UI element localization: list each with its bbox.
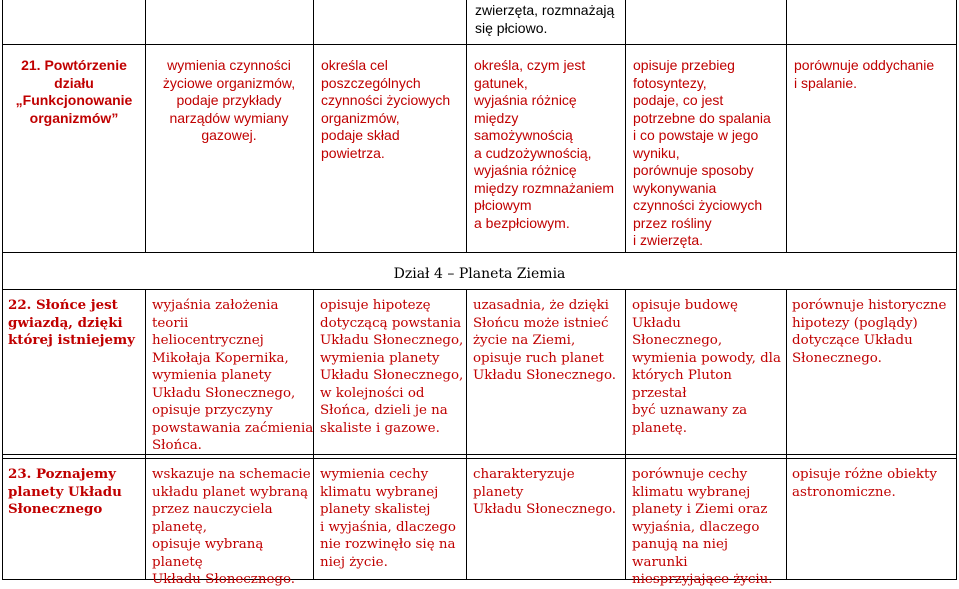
- table-cell: zwierzęta, rozmnażają się płciowo.: [475, 2, 615, 36]
- table-column-divider: [786, 289, 787, 580]
- lesson-topic: 22. Słońce jest gwiazdą, dzięki której istniejemy: [8, 297, 135, 348]
- table-cell: charakteryzuje planety Układu Słonecznego.: [473, 467, 617, 517]
- table-cell: określa cel poszczególnych czynności życiowych organizmów, podaje skład powietrza.: [321, 57, 451, 161]
- table-row-divider: [2, 289, 957, 290]
- table-border-bottom: [2, 579, 957, 580]
- table-cell: wymienia cechy klimatu wybranej planety skalistej i wyjaśnia, dlaczego nie rozwinęło się na niej życie.: [320, 467, 456, 570]
- table-border-right: [956, 0, 957, 580]
- table-row-divider: [2, 454, 957, 455]
- table-cell: opisuje różne obiekty astronomiczne.: [792, 467, 937, 500]
- table-column-divider: [466, 289, 467, 580]
- table-cell: porównuje cechy klimatu wybranej planety i Ziemi oraz wyjaśnia, dlaczego panują na niej warunki niesprzyjające życiu.: [632, 467, 773, 587]
- table-column-divider: [313, 0, 314, 252]
- table-cell: wymienia czynności życiowe organizmów, podaje przykłady narządów wymiany gazowej.: [162, 57, 296, 143]
- table-cell: uzasadnia, że dzięki Słońcu może istnieć życie na Ziemi, opisuje ruch planet Układu Słonecznego.: [473, 298, 617, 383]
- table-column-divider: [466, 0, 467, 252]
- table-cell: wskazuje na schemacie układu planet wybraną przez nauczyciela planetę, opisuje wybraną planetę Układu Słonecznego.: [152, 467, 311, 587]
- table-column-divider: [786, 0, 787, 252]
- table-cell: porównuje historyczne hipotezy (poglądy) dotyczące Układu Słonecznego.: [792, 298, 947, 366]
- table-cell: określa, czym jest gatunek, wyjaśnia różnicę między samożywnością a cudzożywnością, wyjaśnia różnicę między rozmnażaniem płciowym a bezpłciowym.: [474, 57, 615, 231]
- section-heading: Dział 4 – Planeta Ziemia: [393, 266, 566, 282]
- table-cell: porównuje oddychanie i spalanie.: [794, 57, 935, 91]
- table-cell: opisuje budowę Układu Słonecznego, wymienia powody, dla których Pluton przestał być uznawany za planetę.: [632, 298, 781, 436]
- table-column-divider: [145, 289, 146, 580]
- table-column-divider: [625, 289, 626, 580]
- table-row-divider: [2, 458, 957, 459]
- table-row-divider: [2, 252, 957, 253]
- table-cell: opisuje przebieg fotosyntezy, podaje, co jest potrzebne do spalania i co powstaje w jego wyniku, porównuje sposoby wykonywania czynności życiowych przez rośliny i zwierzęta.: [633, 57, 771, 248]
- table-cell: wyjaśnia założenia teorii heliocentrycznej Mikołaja Kopernika, wymienia planety Układu Słonecznego, opisuje przyczyny powstawania zaćmienia Słońca.: [152, 298, 314, 453]
- lesson-topic: 23. Poznajemy planety Układu Słonecznego: [8, 466, 122, 517]
- lesson-topic: 21. Powtórzenie działu „Funkcjonowanie organizmów”: [15, 57, 133, 126]
- table-cell: opisuje hipotezę dotyczącą powstania Układu Słonecznego, wymienia planety Układu Słonecznego, w kolejności od Słońca, dzieli je na skaliste i gazowe.: [320, 298, 464, 436]
- table-row-divider: [2, 44, 957, 45]
- table-border-left: [2, 0, 3, 580]
